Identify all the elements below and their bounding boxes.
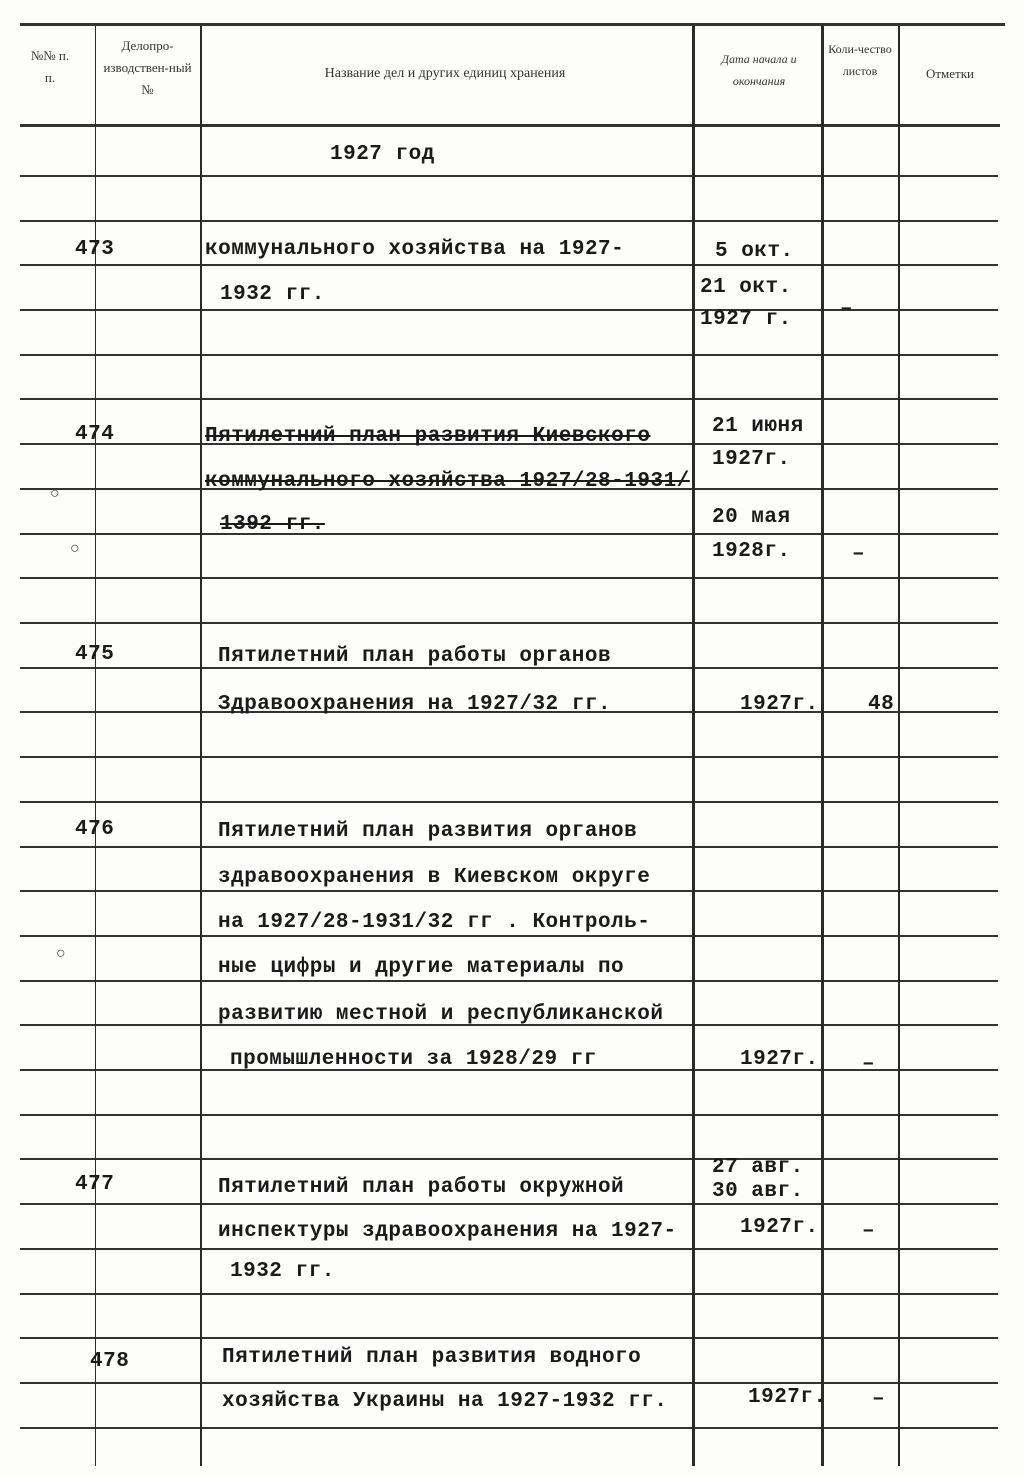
margin-hole-icon: ○ bbox=[70, 540, 80, 558]
entry-number: 475 bbox=[75, 643, 115, 666]
row-rule bbox=[20, 175, 998, 177]
header-office-num: Делопро-изводствен-ный № bbox=[103, 38, 192, 97]
margin-hole-icon: ○ bbox=[50, 485, 60, 503]
entry-date: 21 июня bbox=[712, 415, 804, 438]
row-rule bbox=[20, 1114, 998, 1116]
entry-number: 473 bbox=[75, 238, 115, 261]
entry-title-line: Здравоохранения на 1927/32 гг. bbox=[218, 693, 612, 716]
entry-title-line: 1932 гг. bbox=[220, 283, 325, 306]
entry-number: 478 bbox=[90, 1350, 130, 1373]
entry-title-line: коммунального хозяйства на 1927- bbox=[205, 238, 625, 261]
entry-date: 30 авг. bbox=[712, 1180, 804, 1203]
entry-date: 1928г. bbox=[712, 540, 791, 563]
row-rule bbox=[20, 756, 998, 758]
entry-number: 476 bbox=[75, 818, 115, 841]
year-heading: 1927 год bbox=[330, 143, 435, 166]
entry-title-line: здравоохранения в Киевском округе bbox=[218, 866, 651, 889]
entry-title-line: Пятилетний план развития водного bbox=[222, 1346, 642, 1369]
row-rule bbox=[20, 1248, 998, 1250]
row-rule bbox=[20, 980, 998, 982]
entry-date: 5 окт. bbox=[715, 240, 794, 263]
entry-title-line: промышленности за 1928/29 гг bbox=[230, 1048, 597, 1071]
row-rule bbox=[20, 801, 998, 803]
margin-hole-icon: ○ bbox=[56, 945, 66, 963]
entry-title-line: коммунального хозяйства 1927/28-1931/ bbox=[205, 470, 690, 493]
row-rule bbox=[20, 264, 998, 266]
entry-sheet-count: – bbox=[862, 1053, 876, 1076]
row-rule bbox=[20, 533, 998, 535]
entry-date: 1927г. bbox=[740, 693, 819, 716]
row-rule bbox=[20, 1158, 998, 1160]
row-rule bbox=[20, 577, 998, 579]
entry-number: 477 bbox=[75, 1173, 115, 1196]
entry-title-line: на 1927/28-1931/32 гг . Контроль- bbox=[218, 911, 651, 934]
row-rule bbox=[20, 220, 998, 222]
row-rule bbox=[20, 398, 998, 400]
entry-title-line: Пятилетний план развития Киевского bbox=[205, 425, 651, 448]
entry-date: 21 окт. bbox=[700, 276, 792, 299]
header-bottom-rule bbox=[20, 124, 1000, 127]
entry-sheet-count: – bbox=[872, 1388, 886, 1411]
column-rule bbox=[200, 26, 202, 1466]
entry-title-line: хозяйства Украины на 1927-1932 гг. bbox=[222, 1390, 668, 1413]
row-rule bbox=[20, 1427, 998, 1429]
entry-title-line: Пятилетний план развития органов bbox=[218, 820, 638, 843]
entry-sheet-count: – bbox=[852, 543, 866, 566]
entry-title-line: Пятилетний план работы окружной bbox=[218, 1176, 625, 1199]
entry-date: 27 авг. bbox=[712, 1156, 804, 1179]
entry-sheet-count: – bbox=[862, 1220, 876, 1243]
entry-title-line: ные цифры и другие материалы по bbox=[218, 956, 625, 979]
header-sheets: Коли-чество листов bbox=[828, 42, 892, 78]
entry-number: 474 bbox=[75, 423, 115, 446]
entry-title-line: 1392 гг. bbox=[220, 513, 325, 536]
row-rule bbox=[20, 1337, 998, 1339]
row-rule bbox=[20, 354, 998, 356]
entry-date: 20 мая bbox=[712, 506, 791, 529]
entry-title-line: Пятилетний план работы органов bbox=[218, 645, 612, 668]
row-rule bbox=[20, 1382, 998, 1384]
column-rule bbox=[692, 26, 695, 1466]
header-notes: Отметки bbox=[925, 66, 975, 81]
column-rule bbox=[898, 26, 900, 1466]
entry-date: 1927г. bbox=[740, 1048, 819, 1071]
header-num: №№ п. п. bbox=[30, 48, 70, 85]
header-top-rule bbox=[20, 23, 1005, 26]
row-rule bbox=[20, 1203, 998, 1205]
row-rule bbox=[20, 935, 998, 937]
row-rule bbox=[20, 1293, 998, 1295]
row-rule bbox=[20, 622, 998, 624]
entry-date: 1927г. bbox=[712, 448, 791, 471]
row-rule bbox=[20, 890, 998, 892]
entry-title-line: инспектуры здравоохранения на 1927- bbox=[218, 1220, 677, 1243]
column-rule bbox=[821, 26, 824, 1466]
entry-sheet-count: 48 bbox=[868, 693, 895, 716]
entry-title-line: 1932 гг. bbox=[230, 1260, 335, 1283]
header-title: Название дел и других единиц хранения bbox=[324, 66, 566, 81]
entry-date: 1927 г. bbox=[700, 308, 792, 331]
entry-title-line: развитию местной и республиканской bbox=[218, 1003, 664, 1026]
entry-sheet-count: – bbox=[840, 298, 854, 321]
entry-date: 1927г. bbox=[740, 1216, 819, 1239]
header-dates: Дата начала и окончания bbox=[721, 52, 797, 88]
row-rule bbox=[20, 846, 998, 848]
entry-date: 1927г. bbox=[748, 1386, 827, 1409]
